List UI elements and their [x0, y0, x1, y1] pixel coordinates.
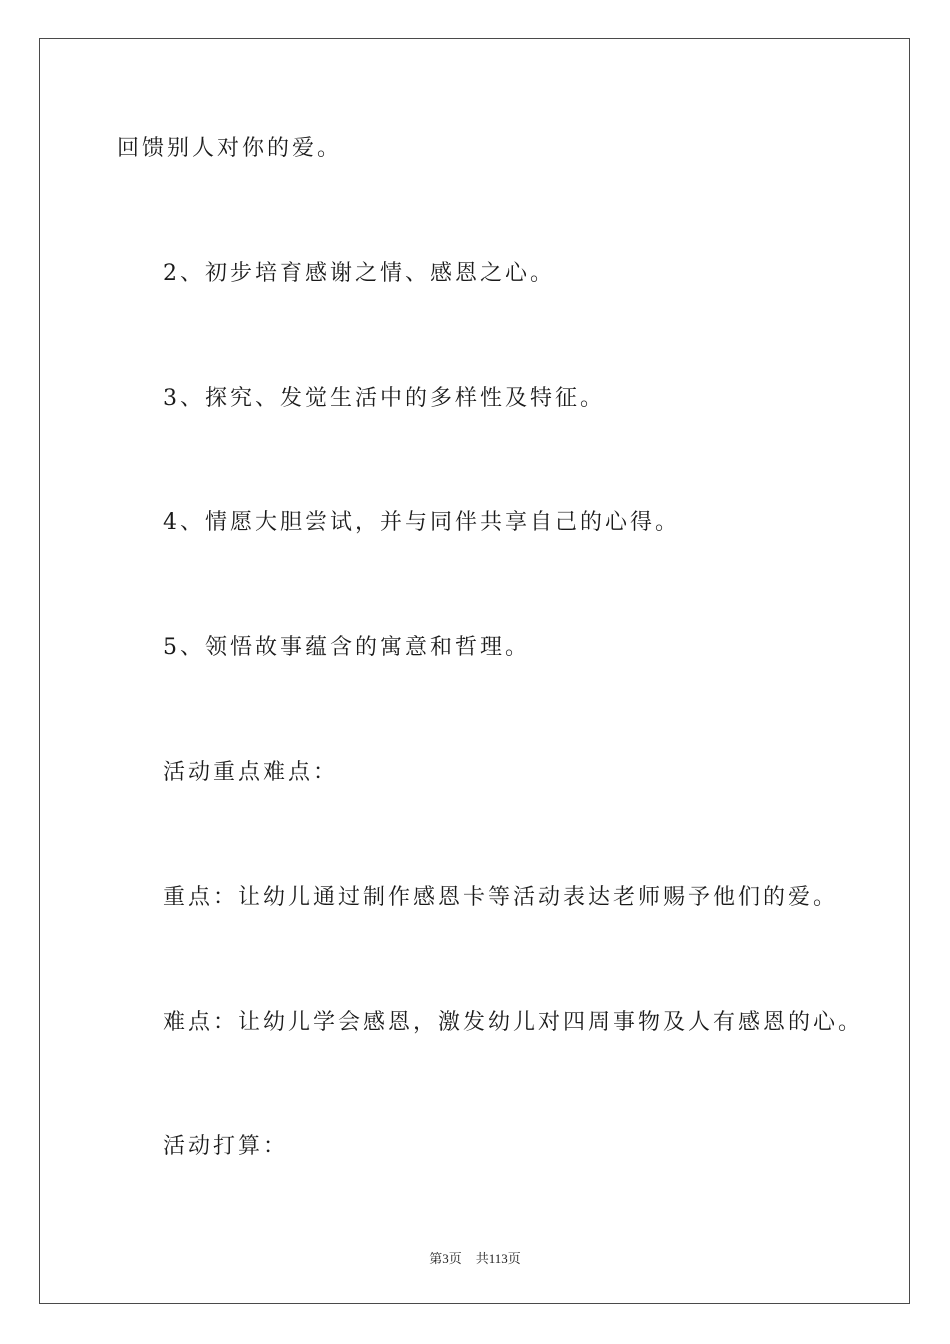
key-point-text: 重点：让幼儿通过制作感恩卡等活动表达老师赐予他们的爱。 — [163, 885, 839, 910]
section-heading-key-points: 活动重点难点： — [163, 760, 339, 785]
page-number-total: 共113页 — [475, 1251, 521, 1266]
objective-item-4: 4、情愿大胆尝试，并与同伴共享自己的心得。 — [163, 510, 680, 535]
objective-item-2: 2、初步培育感谢之情、感恩之心。 — [163, 261, 555, 286]
objective-item-3: 3、探究、发觉生活中的多样性及特征。 — [163, 386, 605, 411]
section-heading-preparation: 活动打算： — [163, 1134, 289, 1159]
page-number-current: 第3页 — [429, 1251, 462, 1266]
page-footer — [0, 1248, 950, 1267]
objective-item-5: 5、领悟故事蕴含的寓意和哲理。 — [163, 635, 530, 660]
paragraph-text: 回馈别人对你的爱。 — [117, 136, 343, 161]
difficulty-text: 难点：让幼儿学会感恩，激发幼儿对四周事物及人有感恩的心。 — [163, 1010, 864, 1035]
page-border — [39, 38, 910, 1304]
